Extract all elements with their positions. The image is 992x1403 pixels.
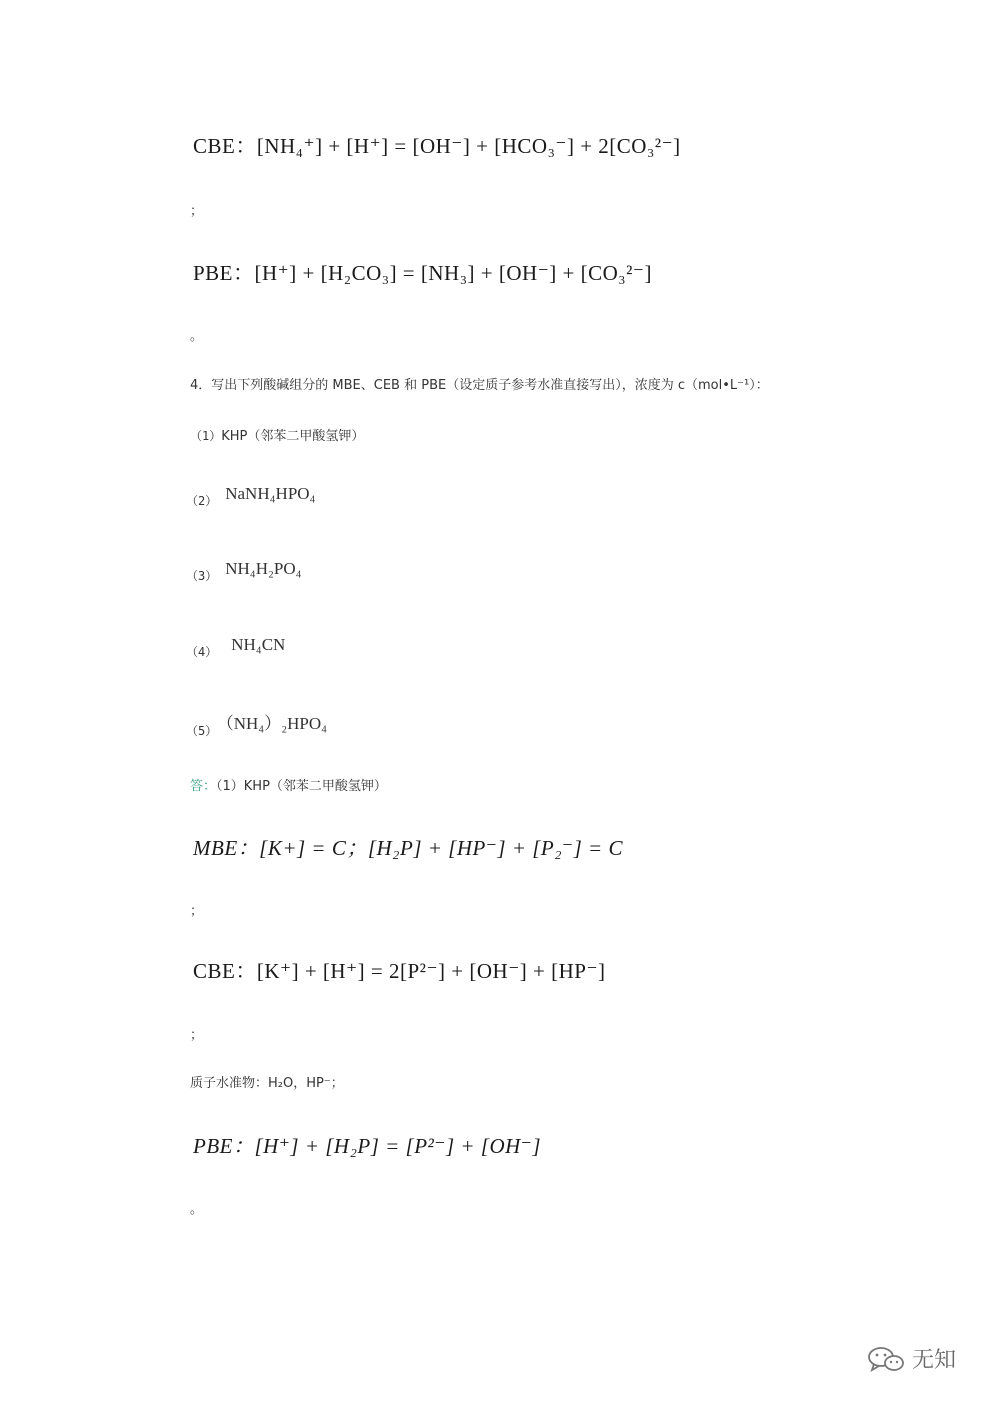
question-title: 4．写出下列酸碱组分的 MBE、CEB 和 PBE（设定质子参考水准直接写出），浓度为 c（mol•L⁻¹）： [190, 378, 769, 393]
cbe-equation: CBE：[NH₄⁺] + [H⁺] = [OH⁻] + [HCO₃⁻] + 2[CO₃²⁻] [193, 134, 681, 158]
pbe-equation: PBE：[H⁺] + [H₂CO₃] = [NH₃] + [OH⁻] + [CO₃²⁻] [193, 261, 652, 285]
item-number: （5） [186, 724, 218, 738]
period: 。 [190, 329, 204, 344]
question-item-5 [186, 709, 328, 738]
separator: ； [190, 1028, 204, 1043]
item-number: （3） [186, 569, 218, 583]
item-formula: NaNH₄HPO₄ [225, 484, 316, 503]
item-formula: NH₄H₂PO₄ [225, 559, 302, 578]
item-number: （4） [186, 645, 218, 659]
wechat-icon [866, 1344, 906, 1374]
answer-item: （1）KHP（邻苯二甲酸氢钾） [216, 779, 387, 794]
answer-label: 答： [190, 779, 217, 794]
watermark [866, 1343, 956, 1374]
separator: ； [190, 904, 204, 919]
item-formula: NH₄CN [231, 635, 286, 654]
question-item-1 [190, 425, 364, 444]
item-number: （2） [186, 494, 218, 508]
item-text: KHP（邻苯二甲酸氢钾） [221, 429, 365, 444]
question-item-2 [186, 484, 316, 508]
item-formula: （NH₄）₂HPO₄ [225, 714, 328, 733]
answer-header [190, 775, 387, 794]
separator: ； [190, 204, 204, 219]
question-item-3 [186, 559, 302, 583]
mbe-equation: MBE：[K+] = C；[H₂P] + [HP⁻] + [P₂⁻] = C [193, 836, 623, 860]
cbe-equation-answer: CBE：[K⁺] + [H⁺] = 2[P²⁻] + [OH⁻] + [HP⁻] [193, 959, 606, 983]
pbe-equation-answer: PBE：[H⁺] + [H₂P] = [P²⁻] + [OH⁻] [193, 1134, 542, 1158]
watermark-text: 无知 [912, 1348, 957, 1373]
period: 。 [190, 1202, 204, 1217]
proton-reference: 质子水准物：H₂O，HP⁻； [190, 1076, 344, 1091]
question-item-4 [186, 635, 286, 659]
item-number: （1） [190, 429, 222, 443]
